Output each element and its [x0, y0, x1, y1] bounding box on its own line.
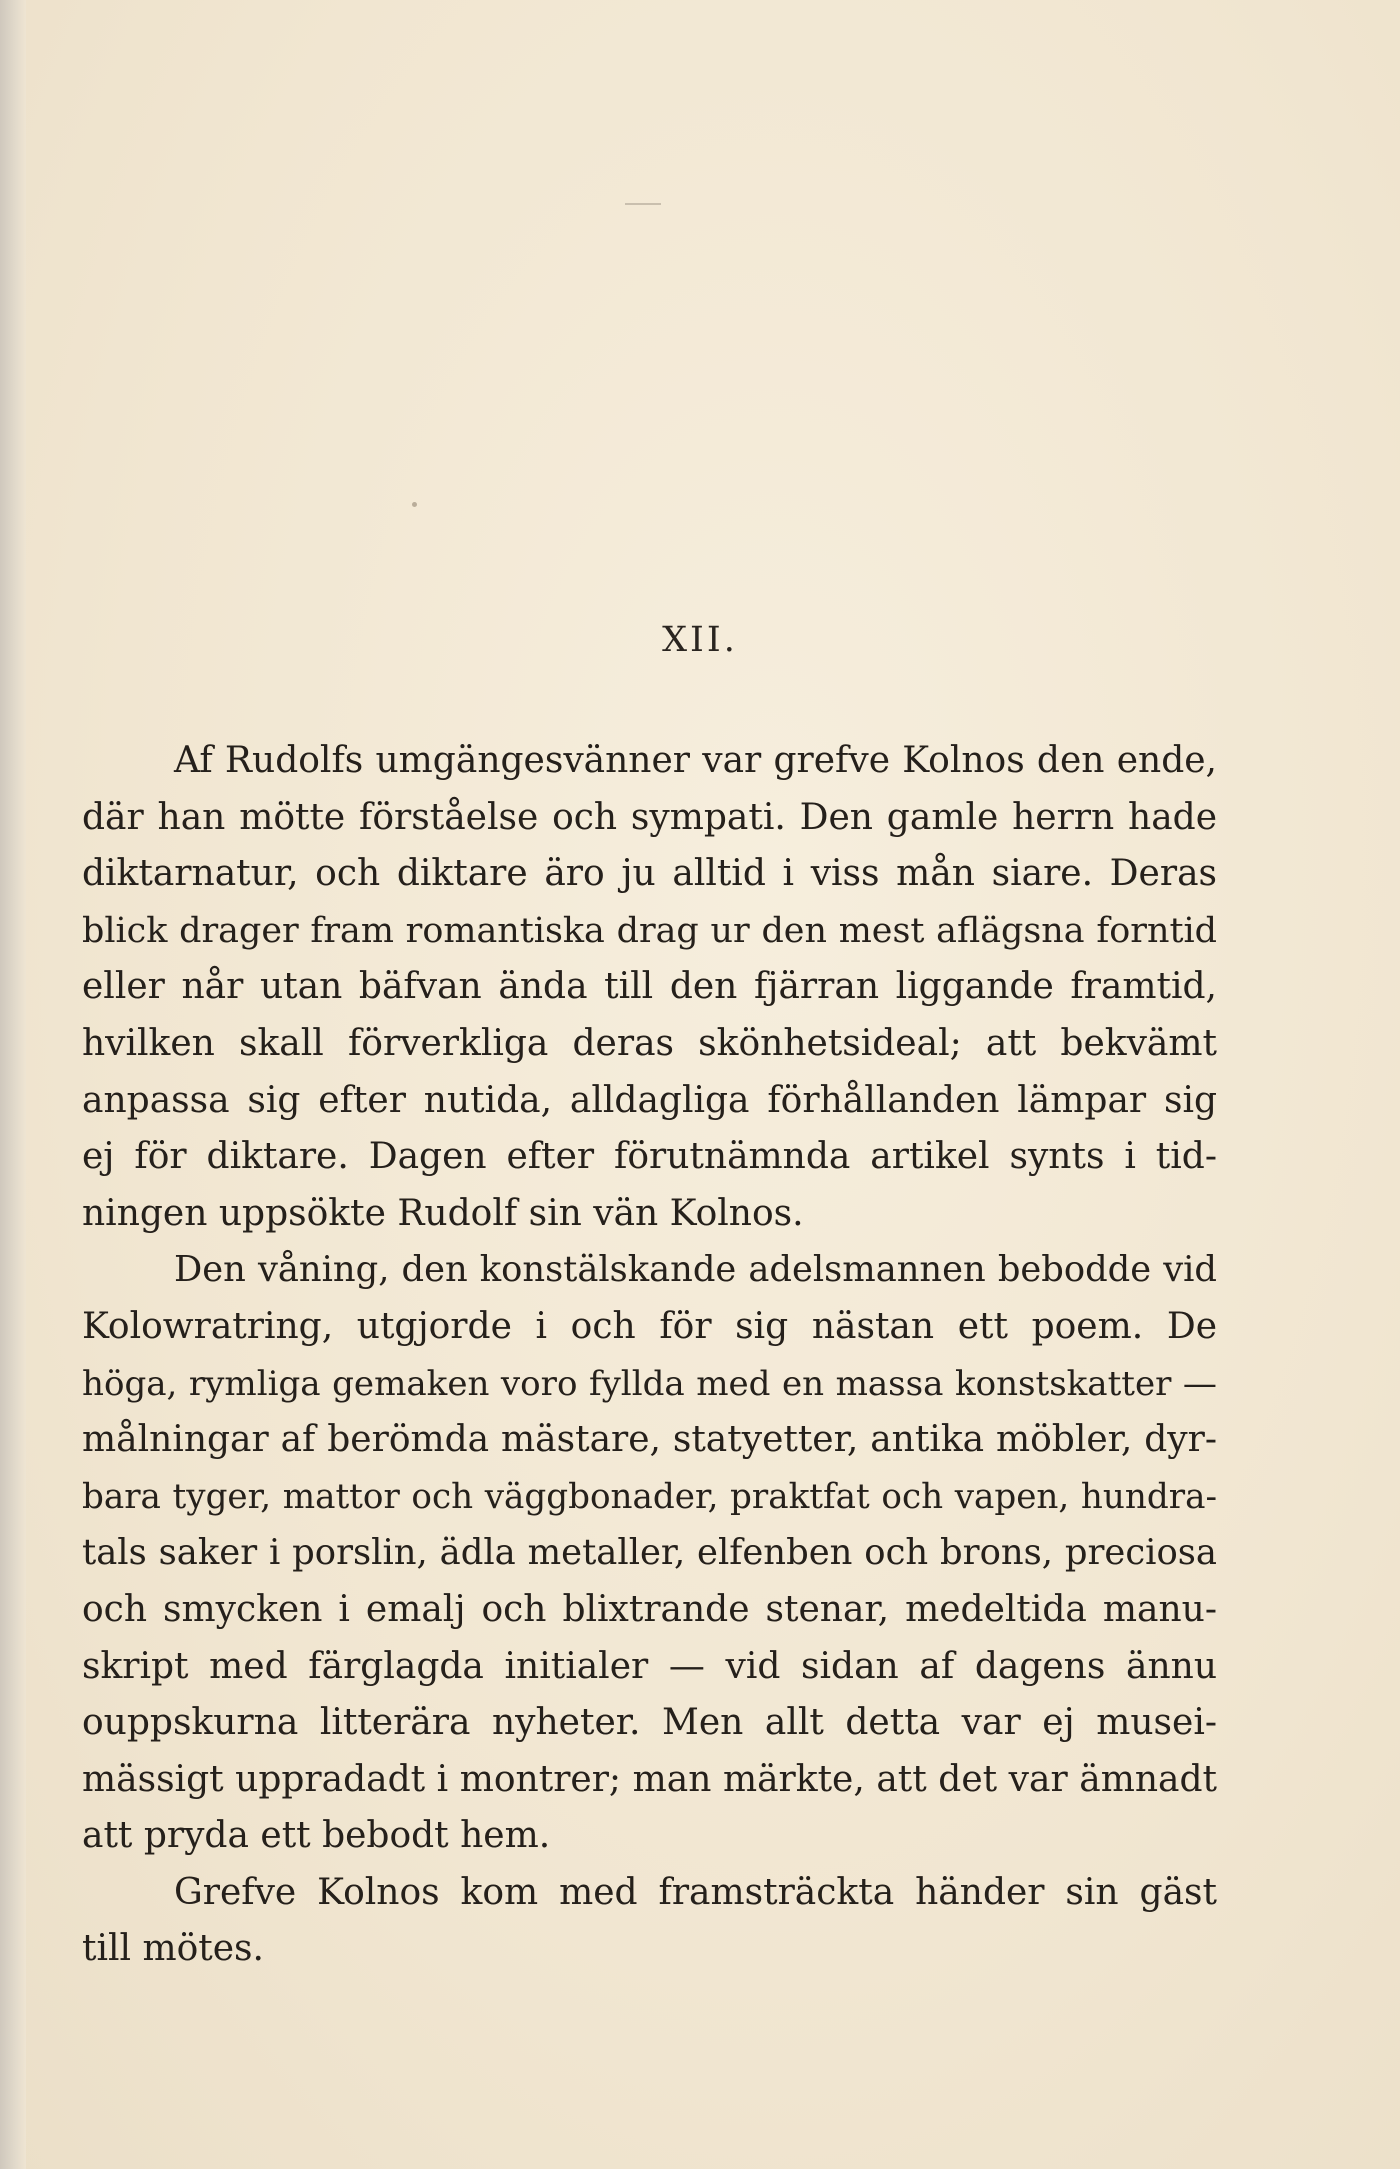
decorative-dash: [625, 203, 661, 205]
text-line: och smycken i emalj och blixtrande stenar, medeltida manu-: [82, 1588, 1217, 1630]
text-line: Kolowratring, utgjorde i och för sig nästan ett poem. De: [82, 1305, 1217, 1347]
text-line: eller når utan bäfvan ända till den fjärran liggande framtid,: [82, 966, 1217, 1008]
text-line: mässigt uppradadt i montrer; man märkte, att det var ämnadt: [82, 1758, 1217, 1800]
text-line: anpassa sig efter nutida, alldagliga förhållanden lämpar sig: [82, 1079, 1217, 1121]
text-line: till mötes.: [82, 1928, 264, 1970]
text-line: diktarnatur, och diktare äro ju alltid i viss mån siare. Deras: [82, 853, 1217, 895]
text-line: hvilken skall förverkliga deras skönhetsideal; att bekvämt: [82, 1022, 1217, 1064]
body-text: [82, 733, 1217, 1978]
chapter-heading: XII.: [662, 620, 738, 660]
text-line: höga, rymliga gemaken voro fyllda med en massa konstskatter —: [82, 1363, 1217, 1404]
text-line: tals saker i porslin, ädla metaller, elfenben och brons, preciosa: [82, 1532, 1217, 1574]
text-line: Grefve Kolnos kom med framsträckta händer sin gäst: [174, 1871, 1217, 1913]
text-line: ningen uppsökte Rudolf sin vän Kolnos.: [82, 1192, 804, 1234]
text-line: att pryda ett bebodt hem.: [82, 1815, 551, 1857]
text-line: skript med färglagda initialer — vid sidan af dagens ännu: [82, 1645, 1217, 1687]
text-line: ej för diktare. Dagen efter förutnämnda artikel synts i tid-: [82, 1136, 1217, 1178]
paper-speck: [412, 502, 417, 507]
text-line: bara tyger, mattor och väggbonader, praktfat och vapen, hundra-: [82, 1476, 1217, 1517]
text-line: Den våning, den konstälskande adelsmannen bebodde vid: [174, 1249, 1217, 1291]
page-spine-edge: [0, 0, 26, 2169]
text-line: ouppskurna litterära nyheter. Men allt detta var ej musei-: [82, 1702, 1217, 1744]
text-line: Af Rudolfs umgängesvänner var grefve Kolnos den ende,: [174, 740, 1217, 781]
text-line: där han mötte förståelse och sympati. Den gamle herrn hade: [82, 796, 1217, 838]
text-line: målningar af berömda mästare, statyetter, antika möbler, dyr-: [82, 1419, 1217, 1461]
text-line: blick drager fram romantiska drag ur den mest aflägsna forntid: [82, 910, 1217, 951]
